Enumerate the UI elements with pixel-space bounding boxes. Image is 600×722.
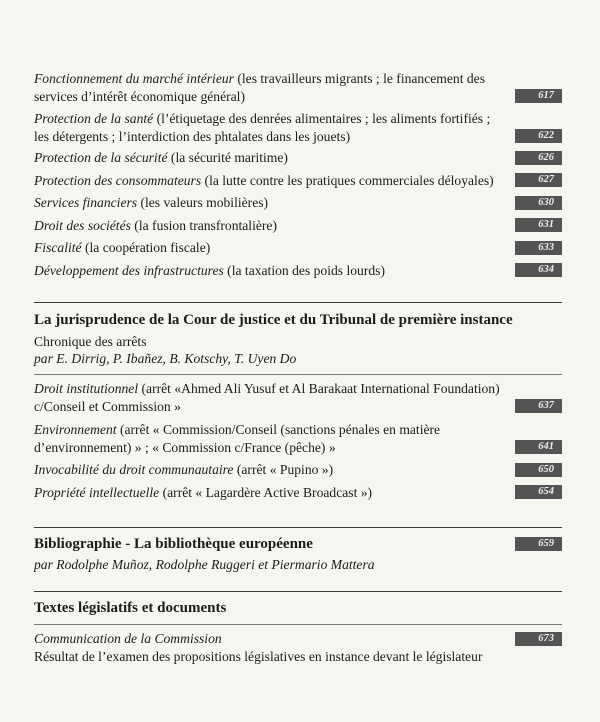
page-number-badge: 637 — [515, 399, 562, 413]
page-number-badge: 633 — [515, 241, 562, 255]
page-number-badge: 650 — [515, 463, 562, 477]
toc-entry — [34, 70, 562, 105]
section-subtitle: Chronique des arrêts — [34, 334, 147, 349]
entry-detail: (la sécurité maritime) — [167, 150, 288, 165]
section-bibliographie — [34, 535, 562, 573]
page-number-badge: 641 — [515, 440, 562, 454]
entry-topic: Environnement — [34, 422, 117, 437]
page-number-badge: 626 — [515, 151, 562, 165]
entry-topic: Communication de la Commission — [34, 631, 222, 646]
toc-entry — [34, 110, 562, 145]
toc-entry — [34, 149, 562, 167]
entry-detail: (la coopération fiscale) — [81, 240, 211, 255]
entry-detail: (les travailleurs migrants ; le financement des services d’intérêt économique général) — [34, 71, 485, 104]
entry-topic: Protection des consommateurs — [34, 172, 202, 188]
section-textes — [34, 599, 562, 618]
entry-topic: Fiscalité — [34, 240, 82, 255]
section-authors: par E. Dirrig, P. Ibañez, B. Kotschy, T. Uyen Do — [34, 351, 297, 366]
page-number-badge: 634 — [515, 263, 562, 277]
section-divider — [34, 527, 562, 528]
entry-topic: Services financiers — [34, 195, 138, 210]
entry-detail: (la lutte contre les pratiques commerciales déloyales) — [201, 172, 494, 188]
section-divider — [34, 591, 562, 592]
page-number-badge: 654 — [515, 485, 562, 499]
entry-topic: Protection de la sécurité — [34, 150, 168, 165]
page-number-badge: 659 — [515, 537, 562, 551]
section-title: Textes législatifs et documents — [34, 600, 227, 616]
section-title: Bibliographie - La bibliothèque européenne — [34, 536, 313, 552]
section-title: La jurisprudence de la Cour de justice et du Tribunal de première instance — [34, 312, 513, 328]
toc-entry — [34, 217, 562, 235]
toc-entry — [34, 461, 562, 479]
section-divider — [34, 302, 562, 303]
toc-entry — [34, 172, 562, 190]
entry-detail: (la fusion transfrontalière) — [130, 217, 277, 233]
toc-entry — [34, 421, 562, 456]
toc-entry — [34, 380, 562, 415]
section-divider — [34, 624, 562, 625]
entry-detail: (les valeurs mobilières) — [137, 195, 269, 210]
entry-topic: Droit institutionnel — [34, 381, 139, 396]
entry-detail: (arrêt « Lagardère Active Broadcast ») — [159, 484, 373, 500]
page-number-badge: 622 — [515, 129, 562, 143]
entry-topic: Propriété intellectuelle — [34, 484, 160, 500]
entry-topic: Développement des infrastructures — [34, 262, 224, 278]
entry-topic: Fonctionnement du marché intérieur — [34, 71, 234, 86]
entry-detail: Résultat de l’examen des propositions législatives en instance devant le législateur — [34, 648, 483, 664]
toc-entry — [34, 630, 562, 665]
toc-entry — [34, 194, 562, 212]
section-divider — [34, 374, 562, 375]
entry-detail: (arrêt «Ahmed Ali Yusuf et Al Barakaat International Foundation) c/Conseil et Commission » — [34, 381, 500, 414]
entry-detail: (arrêt « Commission/Conseil (sanctions pénales en matière d’environnement) » ; « Commission c/France (pêche) » — [34, 422, 441, 455]
page-number-badge: 630 — [515, 196, 562, 210]
section-authors: par Rodolphe Muñoz, Rodolphe Ruggeri et Piermario Mattera — [34, 557, 375, 572]
page-number-badge: 617 — [515, 89, 562, 103]
entry-topic: Droit des sociétés — [34, 217, 131, 233]
entry-topic: Invocabilité du droit communautaire — [34, 462, 234, 477]
entry-detail: (arrêt « Pupino ») — [233, 462, 334, 477]
toc-entry — [34, 262, 562, 280]
page-number-badge: 627 — [515, 173, 562, 187]
entry-detail: (l’étiquetage des denrées alimentaires ; les aliments fortifiés ; les détergents ; l’interdiction des phtalates dans les jouets) — [34, 111, 491, 144]
table-of-contents — [34, 60, 562, 665]
entry-topic: Protection de la santé — [34, 111, 154, 126]
page-number-badge: 673 — [515, 632, 562, 646]
page-number-badge: 631 — [515, 218, 562, 232]
entry-detail: (la taxation des poids lourds) — [223, 262, 385, 278]
toc-entry — [34, 239, 562, 257]
toc-entry — [34, 484, 562, 502]
section-jurisprudence — [34, 311, 562, 367]
